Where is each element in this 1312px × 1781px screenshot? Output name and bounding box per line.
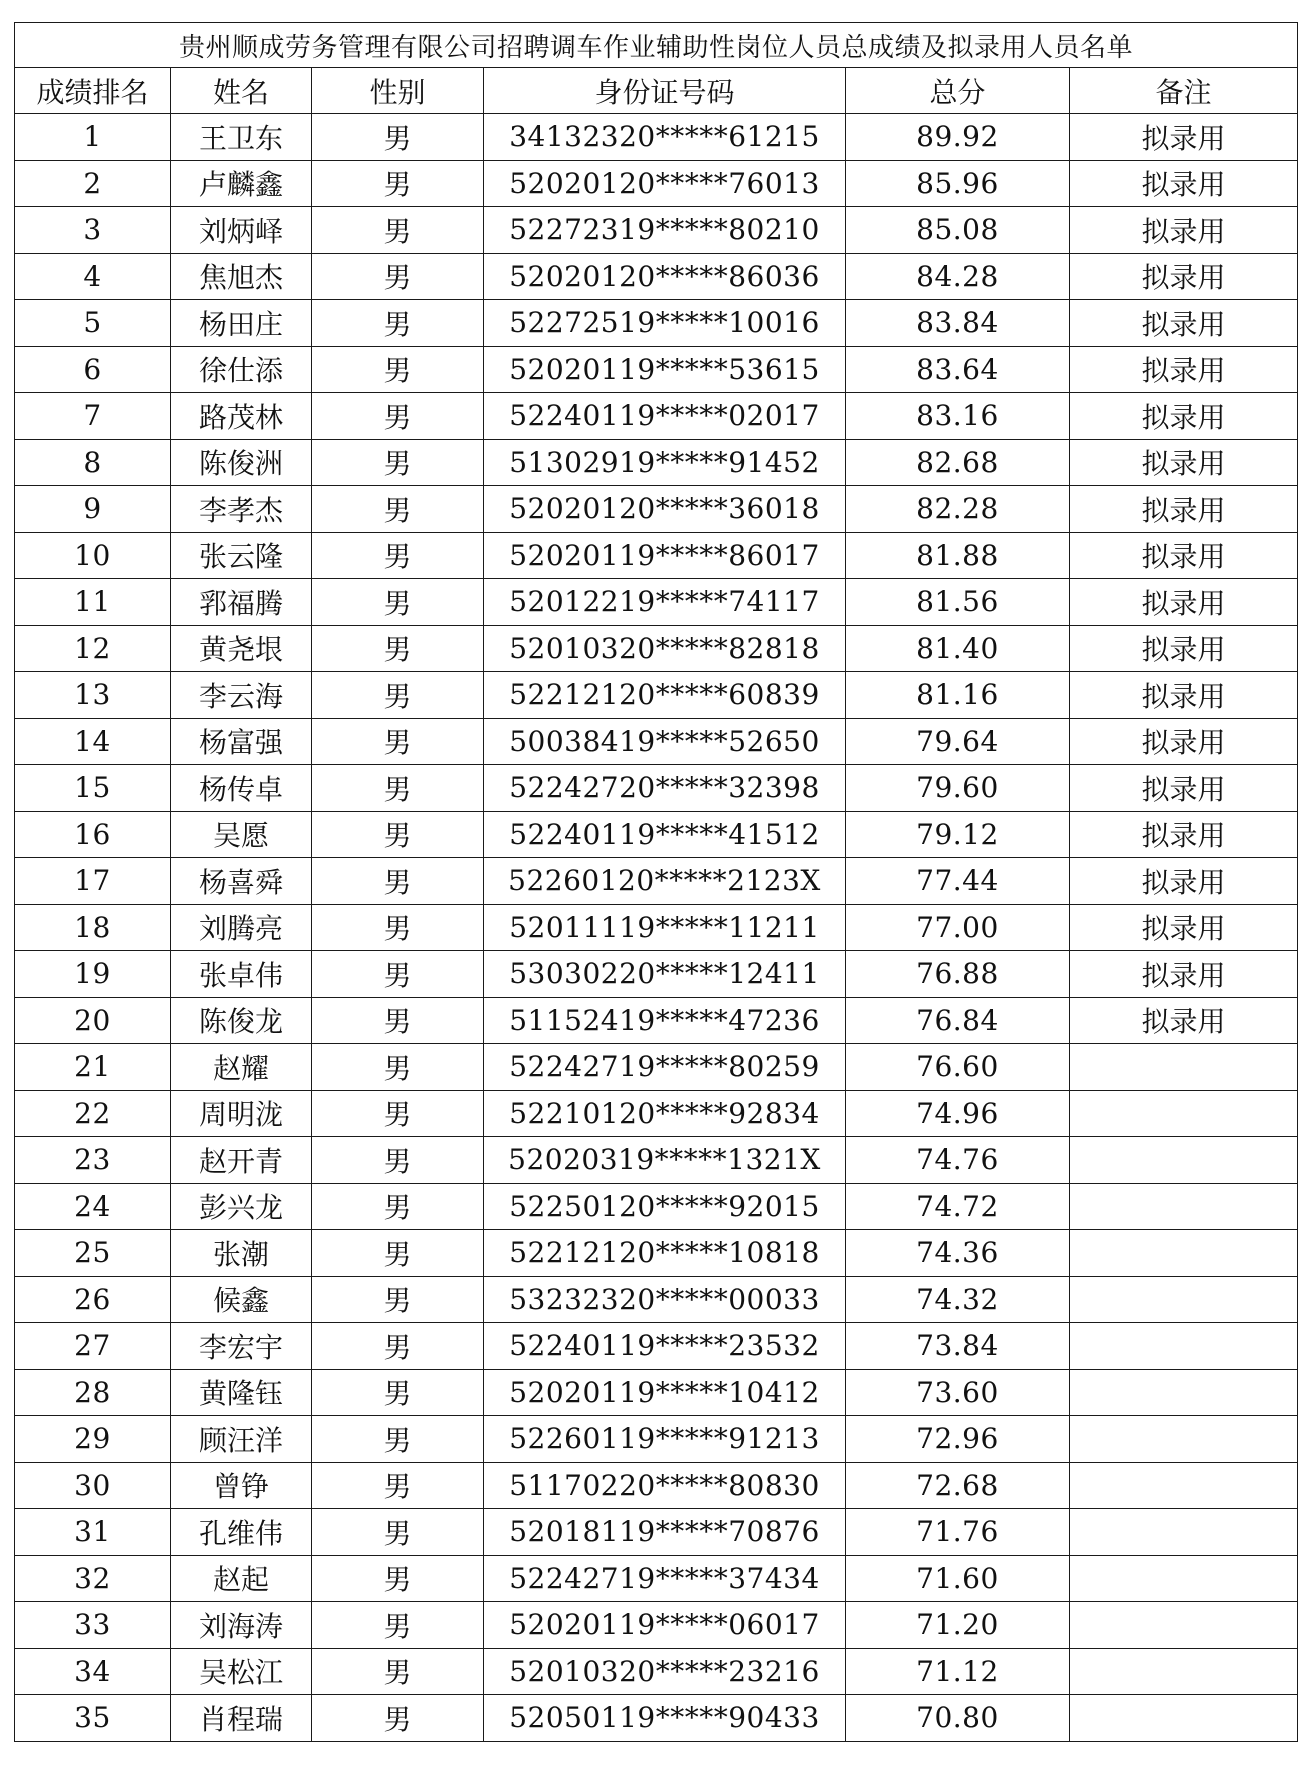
name-cell: 肖程瑞 (171, 1695, 312, 1742)
id-number-cell: 52020120*****86036 (484, 253, 846, 300)
id-number-cell: 52020120*****36018 (484, 486, 846, 533)
remark-cell (1070, 1416, 1298, 1463)
score-cell: 71.76 (846, 1509, 1070, 1556)
remark-cell: 拟录用 (1070, 114, 1298, 161)
gender-cell: 男 (312, 811, 484, 858)
id-number-cell: 52010320*****82818 (484, 625, 846, 672)
gender-cell: 男 (312, 579, 484, 626)
table-row (15, 114, 1298, 161)
score-cell: 79.60 (846, 765, 1070, 812)
gender-cell: 男 (312, 300, 484, 347)
id-number-cell: 52242719*****80259 (484, 1044, 846, 1091)
column-header-name: 姓名 (171, 68, 312, 114)
score-cell: 83.84 (846, 300, 1070, 347)
gender-cell: 男 (312, 625, 484, 672)
remark-cell: 拟录用 (1070, 439, 1298, 486)
table-row (15, 1602, 1298, 1649)
gender-cell: 男 (312, 160, 484, 207)
name-cell: 焦旭杰 (171, 253, 312, 300)
table-row (15, 625, 1298, 672)
name-cell: 李宏宇 (171, 1323, 312, 1370)
column-header-gender: 性别 (312, 68, 484, 114)
score-cell: 73.60 (846, 1369, 1070, 1416)
gender-cell: 男 (312, 1695, 484, 1742)
score-cell: 85.96 (846, 160, 1070, 207)
name-cell: 刘炳峄 (171, 207, 312, 254)
remark-cell: 拟录用 (1070, 579, 1298, 626)
table-row (15, 858, 1298, 905)
id-number-cell: 52212120*****60839 (484, 672, 846, 719)
remark-cell: 拟录用 (1070, 207, 1298, 254)
table-row (15, 904, 1298, 951)
id-number-cell: 52272319*****80210 (484, 207, 846, 254)
score-cell: 70.80 (846, 1695, 1070, 1742)
id-number-cell: 52272519*****10016 (484, 300, 846, 347)
name-cell: 顾汪洋 (171, 1416, 312, 1463)
table-row (15, 1416, 1298, 1463)
id-number-cell: 52260119*****91213 (484, 1416, 846, 1463)
id-number-cell: 52242719*****37434 (484, 1555, 846, 1602)
rank-cell: 27 (15, 1323, 171, 1370)
table-row (15, 160, 1298, 207)
remark-cell (1070, 1555, 1298, 1602)
name-cell: 杨富强 (171, 718, 312, 765)
gender-cell: 男 (312, 1555, 484, 1602)
name-cell: 吴松江 (171, 1648, 312, 1695)
remark-cell (1070, 1648, 1298, 1695)
id-number-cell: 52010320*****23216 (484, 1648, 846, 1695)
gender-cell: 男 (312, 346, 484, 393)
gender-cell: 男 (312, 1183, 484, 1230)
score-cell: 82.28 (846, 486, 1070, 533)
rank-cell: 31 (15, 1509, 171, 1556)
score-cell: 74.96 (846, 1090, 1070, 1137)
rank-cell: 22 (15, 1090, 171, 1137)
remark-cell (1070, 1509, 1298, 1556)
remark-cell: 拟录用 (1070, 160, 1298, 207)
rank-cell: 8 (15, 439, 171, 486)
gender-cell: 男 (312, 207, 484, 254)
score-cell: 74.76 (846, 1137, 1070, 1184)
rank-cell: 23 (15, 1137, 171, 1184)
rank-cell: 20 (15, 997, 171, 1044)
remark-cell: 拟录用 (1070, 486, 1298, 533)
remark-cell (1070, 1044, 1298, 1091)
name-cell: 周明泷 (171, 1090, 312, 1137)
table-row (15, 811, 1298, 858)
gender-cell: 男 (312, 1090, 484, 1137)
table-row (15, 1509, 1298, 1556)
remark-cell: 拟录用 (1070, 997, 1298, 1044)
name-cell: 赵起 (171, 1555, 312, 1602)
remark-cell (1070, 1276, 1298, 1323)
id-number-cell: 52260120*****2123X (484, 858, 846, 905)
rank-cell: 28 (15, 1369, 171, 1416)
remark-cell: 拟录用 (1070, 253, 1298, 300)
column-header-score: 总分 (846, 68, 1070, 114)
gender-cell: 男 (312, 951, 484, 998)
remark-cell: 拟录用 (1070, 672, 1298, 719)
rank-cell: 1 (15, 114, 171, 161)
gender-cell: 男 (312, 1276, 484, 1323)
gender-cell: 男 (312, 253, 484, 300)
table-row (15, 1276, 1298, 1323)
gender-cell: 男 (312, 532, 484, 579)
score-cell: 76.84 (846, 997, 1070, 1044)
table-row (15, 439, 1298, 486)
table-row (15, 346, 1298, 393)
table-row (15, 1323, 1298, 1370)
score-cell: 77.00 (846, 904, 1070, 951)
id-number-cell: 52018119*****70876 (484, 1509, 846, 1556)
gender-cell: 男 (312, 1369, 484, 1416)
name-cell: 孔维伟 (171, 1509, 312, 1556)
table-row (15, 1369, 1298, 1416)
remark-cell: 拟录用 (1070, 951, 1298, 998)
id-number-cell: 34132320*****61215 (484, 114, 846, 161)
table-row (15, 207, 1298, 254)
rank-cell: 11 (15, 579, 171, 626)
gender-cell: 男 (312, 114, 484, 161)
gender-cell: 男 (312, 858, 484, 905)
gender-cell: 男 (312, 1416, 484, 1463)
id-number-cell: 52011119*****11211 (484, 904, 846, 951)
rank-cell: 5 (15, 300, 171, 347)
table-row (15, 1230, 1298, 1277)
rank-cell: 21 (15, 1044, 171, 1091)
gender-cell: 男 (312, 672, 484, 719)
results-sheet (14, 22, 1297, 1742)
remark-cell: 拟录用 (1070, 625, 1298, 672)
gender-cell: 男 (312, 486, 484, 533)
id-number-cell: 51152419*****47236 (484, 997, 846, 1044)
name-cell: 李云海 (171, 672, 312, 719)
gender-cell: 男 (312, 439, 484, 486)
rank-cell: 16 (15, 811, 171, 858)
document-title: 贵州顺成劳务管理有限公司招聘调车作业辅助性岗位人员总成绩及拟录用人员名单 (15, 23, 1298, 68)
table-row (15, 1137, 1298, 1184)
rank-cell: 9 (15, 486, 171, 533)
id-number-cell: 52020319*****1321X (484, 1137, 846, 1184)
column-header-id: 身份证号码 (484, 68, 846, 114)
score-cell: 71.60 (846, 1555, 1070, 1602)
score-cell: 76.88 (846, 951, 1070, 998)
score-cell: 81.88 (846, 532, 1070, 579)
gender-cell: 男 (312, 1602, 484, 1649)
remark-cell (1070, 1369, 1298, 1416)
score-cell: 81.16 (846, 672, 1070, 719)
name-cell: 李孝杰 (171, 486, 312, 533)
rank-cell: 15 (15, 765, 171, 812)
table-row (15, 765, 1298, 812)
id-number-cell: 52020119*****10412 (484, 1369, 846, 1416)
score-cell: 71.20 (846, 1602, 1070, 1649)
rank-cell: 19 (15, 951, 171, 998)
score-cell: 84.28 (846, 253, 1070, 300)
score-cell: 89.92 (846, 114, 1070, 161)
score-cell: 85.08 (846, 207, 1070, 254)
name-cell: 刘海涛 (171, 1602, 312, 1649)
gender-cell: 男 (312, 1509, 484, 1556)
score-cell: 76.60 (846, 1044, 1070, 1091)
table-row (15, 253, 1298, 300)
rank-cell: 2 (15, 160, 171, 207)
results-table (14, 22, 1298, 1742)
rank-cell: 32 (15, 1555, 171, 1602)
id-number-cell: 52240119*****23532 (484, 1323, 846, 1370)
rank-cell: 10 (15, 532, 171, 579)
table-row (15, 718, 1298, 765)
remark-cell: 拟录用 (1070, 811, 1298, 858)
rank-cell: 6 (15, 346, 171, 393)
table-row (15, 1462, 1298, 1509)
id-number-cell: 53232320*****00033 (484, 1276, 846, 1323)
name-cell: 郛福腾 (171, 579, 312, 626)
gender-cell: 男 (312, 1044, 484, 1091)
remark-cell (1070, 1695, 1298, 1742)
table-row (15, 1695, 1298, 1742)
id-number-cell: 52212120*****10818 (484, 1230, 846, 1277)
rank-cell: 34 (15, 1648, 171, 1695)
remark-cell: 拟录用 (1070, 393, 1298, 440)
gender-cell: 男 (312, 1323, 484, 1370)
gender-cell: 男 (312, 765, 484, 812)
id-number-cell: 52020119*****06017 (484, 1602, 846, 1649)
table-row (15, 393, 1298, 440)
id-number-cell: 52020119*****53615 (484, 346, 846, 393)
name-cell: 刘腾亮 (171, 904, 312, 951)
name-cell: 王卫东 (171, 114, 312, 161)
rank-cell: 30 (15, 1462, 171, 1509)
gender-cell: 男 (312, 1462, 484, 1509)
id-number-cell: 52240119*****02017 (484, 393, 846, 440)
remark-cell (1070, 1602, 1298, 1649)
rank-cell: 14 (15, 718, 171, 765)
remark-cell (1070, 1230, 1298, 1277)
name-cell: 候鑫 (171, 1276, 312, 1323)
rank-cell: 4 (15, 253, 171, 300)
column-header-remark: 备注 (1070, 68, 1298, 114)
table-row (15, 579, 1298, 626)
id-number-cell: 50038419*****52650 (484, 718, 846, 765)
rank-cell: 3 (15, 207, 171, 254)
table-row (15, 1044, 1298, 1091)
header-row (15, 68, 1298, 114)
id-number-cell: 52012219*****74117 (484, 579, 846, 626)
score-cell: 71.12 (846, 1648, 1070, 1695)
name-cell: 吴愿 (171, 811, 312, 858)
score-cell: 74.36 (846, 1230, 1070, 1277)
id-number-cell: 51302919*****91452 (484, 439, 846, 486)
name-cell: 赵耀 (171, 1044, 312, 1091)
gender-cell: 男 (312, 1137, 484, 1184)
id-number-cell: 52020119*****86017 (484, 532, 846, 579)
score-cell: 72.96 (846, 1416, 1070, 1463)
table-row (15, 672, 1298, 719)
id-number-cell: 52240119*****41512 (484, 811, 846, 858)
remark-cell: 拟录用 (1070, 346, 1298, 393)
column-header-rank: 成绩排名 (15, 68, 171, 114)
rank-cell: 17 (15, 858, 171, 905)
score-cell: 73.84 (846, 1323, 1070, 1370)
score-cell: 72.68 (846, 1462, 1070, 1509)
score-cell: 79.12 (846, 811, 1070, 858)
name-cell: 曾铮 (171, 1462, 312, 1509)
score-cell: 81.40 (846, 625, 1070, 672)
name-cell: 张潮 (171, 1230, 312, 1277)
table-row (15, 1183, 1298, 1230)
remark-cell (1070, 1090, 1298, 1137)
id-number-cell: 52242720*****32398 (484, 765, 846, 812)
remark-cell: 拟录用 (1070, 858, 1298, 905)
rank-cell: 33 (15, 1602, 171, 1649)
gender-cell: 男 (312, 1648, 484, 1695)
id-number-cell: 52020120*****76013 (484, 160, 846, 207)
id-number-cell: 52210120*****92834 (484, 1090, 846, 1137)
score-cell: 83.64 (846, 346, 1070, 393)
rank-cell: 29 (15, 1416, 171, 1463)
gender-cell: 男 (312, 718, 484, 765)
table-body (15, 114, 1298, 1742)
table-row (15, 1555, 1298, 1602)
name-cell: 黄尧垠 (171, 625, 312, 672)
rank-cell: 13 (15, 672, 171, 719)
name-cell: 赵开青 (171, 1137, 312, 1184)
name-cell: 杨田庄 (171, 300, 312, 347)
id-number-cell: 53030220*****12411 (484, 951, 846, 998)
name-cell: 张卓伟 (171, 951, 312, 998)
rank-cell: 35 (15, 1695, 171, 1742)
table-row (15, 300, 1298, 347)
table-row (15, 532, 1298, 579)
score-cell: 77.44 (846, 858, 1070, 905)
name-cell: 陈俊龙 (171, 997, 312, 1044)
remark-cell (1070, 1183, 1298, 1230)
remark-cell: 拟录用 (1070, 718, 1298, 765)
id-number-cell: 52050119*****90433 (484, 1695, 846, 1742)
name-cell: 路茂林 (171, 393, 312, 440)
name-cell: 彭兴龙 (171, 1183, 312, 1230)
rank-cell: 24 (15, 1183, 171, 1230)
name-cell: 杨传卓 (171, 765, 312, 812)
remark-cell: 拟录用 (1070, 300, 1298, 347)
id-number-cell: 52250120*****92015 (484, 1183, 846, 1230)
name-cell: 黄隆钰 (171, 1369, 312, 1416)
gender-cell: 男 (312, 904, 484, 951)
gender-cell: 男 (312, 997, 484, 1044)
table-row (15, 1090, 1298, 1137)
score-cell: 74.32 (846, 1276, 1070, 1323)
remark-cell (1070, 1137, 1298, 1184)
table-row (15, 951, 1298, 998)
gender-cell: 男 (312, 1230, 484, 1277)
table-row (15, 486, 1298, 533)
title-row (15, 23, 1298, 68)
score-cell: 81.56 (846, 579, 1070, 626)
name-cell: 陈俊洲 (171, 439, 312, 486)
table-row (15, 997, 1298, 1044)
score-cell: 74.72 (846, 1183, 1070, 1230)
table-row (15, 1648, 1298, 1695)
score-cell: 82.68 (846, 439, 1070, 486)
remark-cell: 拟录用 (1070, 765, 1298, 812)
rank-cell: 26 (15, 1276, 171, 1323)
rank-cell: 25 (15, 1230, 171, 1277)
rank-cell: 7 (15, 393, 171, 440)
remark-cell (1070, 1323, 1298, 1370)
name-cell: 张云隆 (171, 532, 312, 579)
score-cell: 79.64 (846, 718, 1070, 765)
name-cell: 卢麟鑫 (171, 160, 312, 207)
rank-cell: 18 (15, 904, 171, 951)
remark-cell: 拟录用 (1070, 904, 1298, 951)
remark-cell: 拟录用 (1070, 532, 1298, 579)
score-cell: 83.16 (846, 393, 1070, 440)
rank-cell: 12 (15, 625, 171, 672)
gender-cell: 男 (312, 393, 484, 440)
remark-cell (1070, 1462, 1298, 1509)
name-cell: 杨喜舜 (171, 858, 312, 905)
id-number-cell: 51170220*****80830 (484, 1462, 846, 1509)
name-cell: 徐仕添 (171, 346, 312, 393)
